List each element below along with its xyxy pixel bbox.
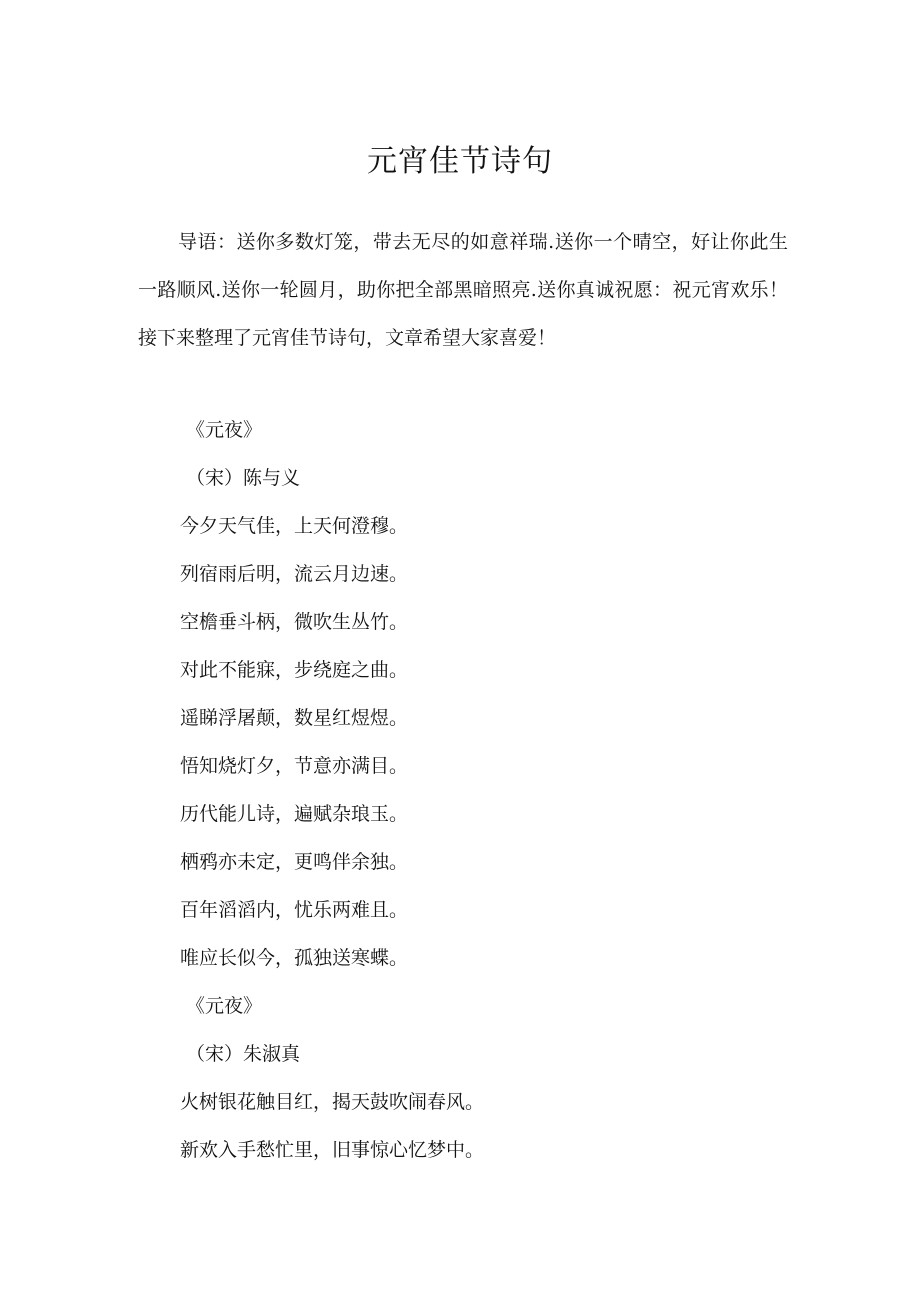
poem-author: （宋）陈与义 xyxy=(186,467,301,489)
page-title: 元宵佳节诗句 xyxy=(367,144,553,179)
poem-line: 遥睇浮屠颠，数星红煜煜。 xyxy=(180,707,409,729)
poem-line: 栖鸦亦未定，更鸣伴余独。 xyxy=(180,851,409,873)
poem-line: 空檐垂斗柄，微吹生丛竹。 xyxy=(180,611,409,633)
poem-list xyxy=(0,406,920,1174)
poem-line: 新欢入手愁忙里，旧事惊心忆梦中。 xyxy=(180,1139,485,1161)
poem-line: 对此不能寐，步绕庭之曲。 xyxy=(180,659,409,681)
poem-line: 历代能儿诗，遍赋杂琅玉。 xyxy=(180,803,409,825)
poem-line: 悟知烧灯夕，节意亦满目。 xyxy=(180,755,409,777)
poem-heading: 《元夜》 xyxy=(186,995,263,1017)
poem-line: 唯应长似今，孤独送寒蝶。 xyxy=(180,947,409,969)
poem-author: （宋）朱淑真 xyxy=(186,1043,301,1065)
poem-heading: 《元夜》 xyxy=(186,419,263,441)
poem-line: 百年滔滔内，忧乐两难且。 xyxy=(180,899,409,921)
poem-line: 列宿雨后明，流云月边速。 xyxy=(180,563,409,585)
poem-line: 今夕天气佳，上天何澄穆。 xyxy=(180,515,409,537)
poem-line: 火树银花触目红，揭天鼓吹闹春风。 xyxy=(180,1091,485,1113)
intro-paragraph: 导语：送你多数灯笼，带去无尽的如意祥瑞.送你一个晴空，好让你此生一路顺风.送你一轮圆月，助你把全部黑暗照亮.送你真诚祝愿：祝元宵欢乐！接下来整理了元宵佳节诗句，文章希望大家喜爱！ xyxy=(138,231,788,349)
